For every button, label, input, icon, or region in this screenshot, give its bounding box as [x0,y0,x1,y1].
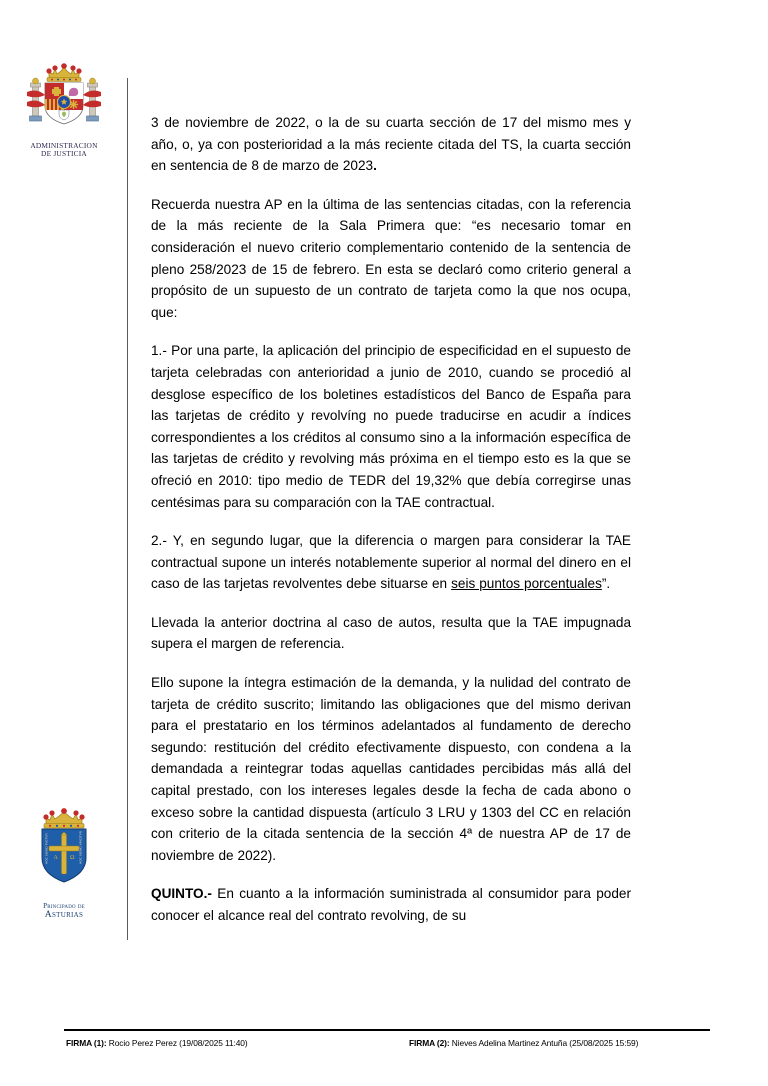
criterio-2-tail: ”. [601,576,611,592]
paragraph-text: 3 de noviembre de 2022, o la de su cuarta sección de 17 del mismo mes y año, o, ya con posterioridad a la más reciente citada del TS, la cuarta sección en sentencia de 8 de marzo de 2023 [151,115,631,174]
criterio-2-lead: 2.- Y, en segundo lugar, que la diferencia o margen para considerar la TAE contractual supone un interés notablemente superior al normal del dinero en el caso de las tarjetas revolventes debe situarse en [151,533,631,592]
criterio-2-underlined: seis puntos porcentuales [451,576,602,592]
footer-divider [64,1029,710,1031]
emblem-caption-asturias-line1: Principado de [43,902,85,910]
signature-2-name: Nieves Adelina Martinez Antuña [451,1038,568,1048]
svg-text:A: A [53,855,58,861]
svg-text:Ω: Ω [70,855,75,861]
paragraph-llevada: Llevada la anterior doctrina al caso de autos, resulta que la TAE impugnada supera el margen de referencia. [151,614,631,652]
paragraph-recuerda: Recuerda nuestra AP en la última de las sentencias citadas, con la referencia de la más reciente de la Sala Primera que: “es necesario tomar en consideración el nuevo criterio complementario contenido de la sentencia de pleno 258/2023 de 15 de febrero. En esta se declaró como criterio general a propósito de un supuesto de un contrato de tarjeta como la que nos ocupa, que: [151,196,631,320]
paragraph-ello-supone: Ello supone la íntegra estimación de la demanda, y la nulidad del contrato de tarjeta de crédito suscrito; limitando las obligaciones que del mismo derivan para el prestatario en los términos adelantados al fundamento de derecho segundo: restitución del crédito efectivamente dispuesto, con condena a la demandada a reintegrar todas aquellas cantidades percibidas más allá del capital prestado, con los intereses legales desde la fecha de cada abono o exceso sobre la cantidad dispuesta (artículo 3 LRU y 1303 del CC en relación con criterio de la citada sentencia de la sección 4ª de nuestra AP de 17 de noviembre de 2022). [151,675,631,863]
document-body [151,112,631,927]
emblem-principado-de-asturias [0,806,128,921]
quinto-text: En cuanto a la información suministrada al consumidor para poder conocer el alcance real del contrato revolving, de su [151,886,631,923]
signature-row [64,1036,710,1050]
emblem-caption-asturias-line2: Asturias [44,909,84,921]
escudo-asturias-icon [29,806,99,894]
emblem-caption-justicia: ADMINISTRACION DE JUSTICIA [30,141,98,159]
paragraph-trailing-bold: . [373,158,377,174]
paragraph-continuation [151,112,631,177]
paragraph-criterio-2 [151,530,631,595]
emblem-administracion-de-justicia [0,62,128,159]
signature-footer [64,1029,710,1050]
signature-2 [409,1036,638,1050]
signature-1-name: Rocio Perez Perez [108,1038,177,1048]
signature-2-timestamp: (25/08/2025 15:59) [569,1038,639,1048]
signature-2-label: FIRMA (2): [409,1038,450,1048]
svg-text:HOC SIGNO TVETVR: HOC SIGNO TVETVR [44,833,49,864]
quinto-heading: QUINTO.- [151,886,212,902]
signature-1-timestamp: (19/08/2025 11:40) [179,1038,248,1048]
escudo-de-espana-icon [21,62,107,134]
paragraph-quinto [151,883,631,926]
signature-1 [66,1036,248,1050]
paragraph-criterio-1: 1.- Por una parte, la aplicación del principio de especificidad en el supuesto de tarjeta celebradas con anterioridad a junio de 2010, cuando se procedió al desglose específico de los boletines estadísticos del Banco de España para las tarjetas de crédito y revolvíng no puede traducirse en acudir a índices correspondientes a los créditos al consumo sino a la información específica de las tarjetas de crédito y revolving más próxima en el tiempo esto es la que se ofreció en 2010: tipo medio de TEDR del 19,32% que debía corregirse unas centésimas para su comparación con la TAE contractual. [151,343,631,510]
left-margin-column [0,0,128,1010]
signature-1-label: FIRMA (1): [66,1038,107,1048]
svg-text:HOC SIGNO VINCITVR: HOC SIGNO VINCITVR [78,830,83,864]
